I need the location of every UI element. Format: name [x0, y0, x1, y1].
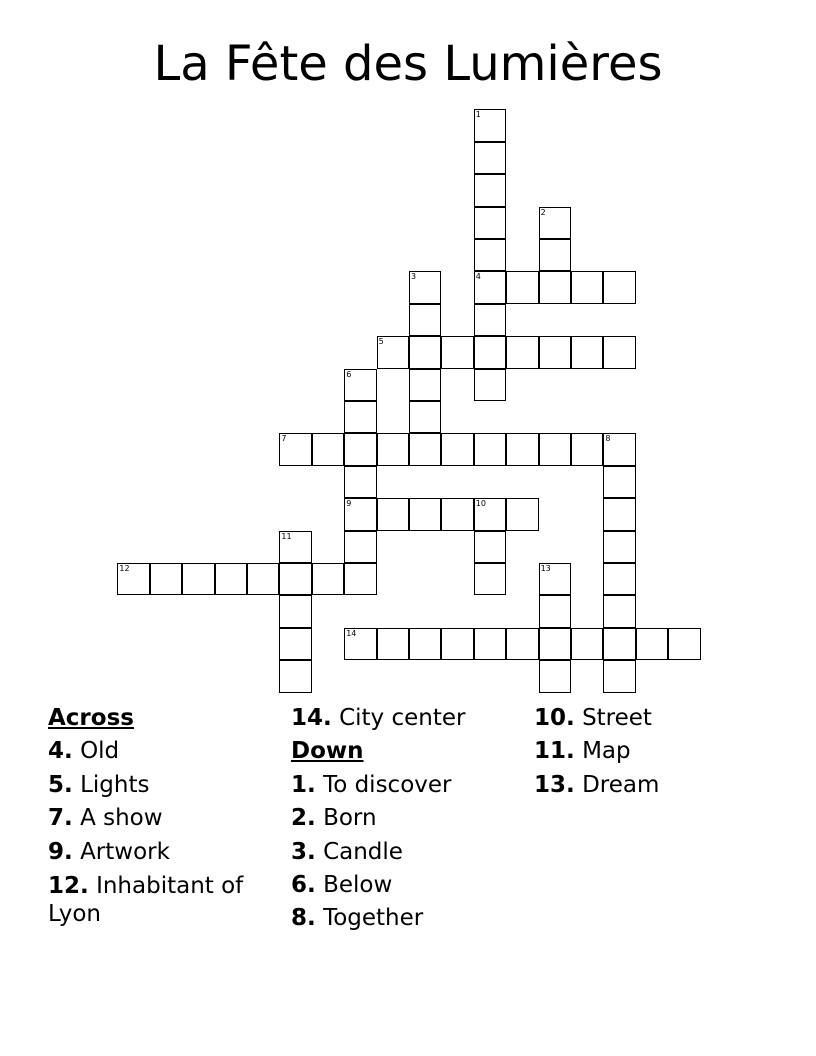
cell-number: 13: [540, 564, 551, 573]
grid-cell[interactable]: [409, 498, 441, 530]
grid-cell[interactable]: [344, 369, 376, 401]
down-clue: 10. Street: [534, 705, 652, 731]
cell-number: 2: [540, 207, 546, 217]
clues-column-1: [48, 702, 278, 931]
grid-cell[interactable]: [377, 336, 409, 368]
grid-cell[interactable]: [474, 433, 506, 465]
grid-cell[interactable]: [603, 433, 635, 465]
cell-number: 11: [281, 531, 292, 541]
cell-number: 1: [475, 110, 481, 120]
across-clue: 14. City center: [291, 705, 466, 731]
grid-cell[interactable]: [474, 174, 506, 206]
grid-cell[interactable]: [474, 531, 506, 563]
grid-cell[interactable]: [603, 271, 635, 303]
cell-number: 10: [475, 499, 486, 509]
grid-cell[interactable]: [506, 628, 538, 660]
grid-cell[interactable]: [474, 271, 506, 303]
cell-number: 8: [605, 434, 611, 444]
grid-cell[interactable]: [603, 563, 635, 595]
grid-cell[interactable]: [474, 563, 506, 595]
across-clue: 7. A show: [48, 805, 163, 832]
grid-cell[interactable]: [539, 271, 571, 303]
down-clue: 13. Dream: [534, 771, 660, 798]
grid-cell[interactable]: [409, 628, 441, 660]
grid-cell[interactable]: [117, 563, 149, 595]
grid-cell[interactable]: [539, 660, 571, 692]
down-clue: 6. Below: [291, 872, 393, 899]
grid-cell[interactable]: [344, 563, 376, 595]
grid-cell[interactable]: [344, 628, 376, 660]
down-clue: 2. Born: [291, 805, 377, 832]
down-clue: 1. To discover: [291, 771, 452, 798]
grid-cell[interactable]: [312, 433, 344, 465]
cell-number: 7: [281, 434, 287, 444]
grid-cell[interactable]: [539, 336, 571, 368]
grid-cell[interactable]: [312, 563, 344, 595]
cell-number: 5: [378, 337, 384, 347]
grid-cell[interactable]: [344, 433, 376, 465]
grid-cell[interactable]: [182, 563, 214, 595]
down-clue: 3. Candle: [291, 838, 403, 865]
cell-number: 3: [411, 272, 417, 282]
grid-cell[interactable]: [344, 531, 376, 563]
grid-cell[interactable]: [668, 628, 700, 660]
cell-number: 12: [119, 564, 130, 573]
grid-cell[interactable]: [150, 563, 182, 595]
grid-cell[interactable]: [279, 628, 311, 660]
grid-cell[interactable]: [344, 498, 376, 530]
grid-cell[interactable]: [377, 498, 409, 530]
cell-number: 6: [346, 369, 352, 379]
grid-cell[interactable]: [441, 498, 473, 530]
grid-cell[interactable]: [279, 433, 311, 465]
down-heading: Down: [291, 738, 364, 765]
grid-cell[interactable]: [474, 304, 506, 336]
across-clue: 5. Lights: [48, 771, 150, 798]
grid-cell[interactable]: [441, 628, 473, 660]
grid-cell[interactable]: [409, 304, 441, 336]
grid-cell[interactable]: [539, 628, 571, 660]
grid-cell[interactable]: [571, 433, 603, 465]
grid-cell[interactable]: [377, 628, 409, 660]
grid-cell[interactable]: [279, 595, 311, 627]
grid-cell[interactable]: [474, 336, 506, 368]
grid-cell[interactable]: [441, 336, 473, 368]
cell-number: 14: [346, 628, 357, 638]
grid-cell[interactable]: [279, 531, 311, 563]
grid-cell[interactable]: [409, 433, 441, 465]
grid-cell[interactable]: [603, 531, 635, 563]
puzzle-title: La Fête des Lumières: [153, 36, 663, 92]
across-clue: 4. Old: [48, 738, 120, 765]
grid-cell[interactable]: [441, 433, 473, 465]
grid-cell[interactable]: [571, 628, 603, 660]
grid-cell[interactable]: [409, 369, 441, 401]
grid-cell[interactable]: [603, 595, 635, 627]
across-clue: 12. Inhabitant of Lyon: [48, 873, 244, 928]
clues-column-3: [534, 702, 774, 802]
grid-cell[interactable]: [603, 466, 635, 498]
grid-cell[interactable]: [603, 498, 635, 530]
grid-cell[interactable]: [506, 433, 538, 465]
grid-cell[interactable]: [539, 207, 571, 239]
down-clue: 8. Together: [291, 905, 424, 932]
grid-cell[interactable]: [571, 271, 603, 303]
grid-cell[interactable]: [474, 142, 506, 174]
across-clue: 9. Artwork: [48, 838, 170, 865]
grid-cell[interactable]: [603, 628, 635, 660]
grid-cell[interactable]: [247, 563, 279, 595]
grid-cell[interactable]: [474, 239, 506, 271]
grid-cell[interactable]: [377, 433, 409, 465]
grid-cell[interactable]: [571, 336, 603, 368]
grid-cell[interactable]: [603, 660, 635, 692]
grid-cell[interactable]: [506, 271, 538, 303]
grid-cell[interactable]: [344, 401, 376, 433]
grid-cell[interactable]: [279, 660, 311, 692]
cell-number: 9: [346, 499, 352, 509]
grid-cell[interactable]: [506, 336, 538, 368]
grid-cell[interactable]: [603, 336, 635, 368]
down-clue: 11. Map: [534, 738, 631, 765]
grid-cell[interactable]: [506, 498, 538, 530]
grid-cell[interactable]: [474, 498, 506, 530]
across-heading: Across: [48, 705, 134, 731]
grid-cell[interactable]: [409, 336, 441, 368]
grid-cell[interactable]: [539, 595, 571, 627]
grid-cell[interactable]: [279, 563, 311, 595]
grid-cell[interactable]: [539, 563, 571, 595]
grid-cell[interactable]: [474, 369, 506, 401]
grid-cell[interactable]: [215, 563, 247, 595]
cell-number: 4: [475, 272, 481, 282]
grid-cell[interactable]: [539, 239, 571, 271]
grid-cell[interactable]: [474, 628, 506, 660]
grid-cell[interactable]: [344, 466, 376, 498]
clues-column-2: [291, 702, 531, 936]
grid-cell[interactable]: [474, 207, 506, 239]
grid-cell[interactable]: [636, 628, 668, 660]
grid-cell[interactable]: [409, 401, 441, 433]
grid-cell[interactable]: [409, 271, 441, 303]
grid-cell[interactable]: [539, 433, 571, 465]
grid-cell[interactable]: [474, 109, 506, 141]
